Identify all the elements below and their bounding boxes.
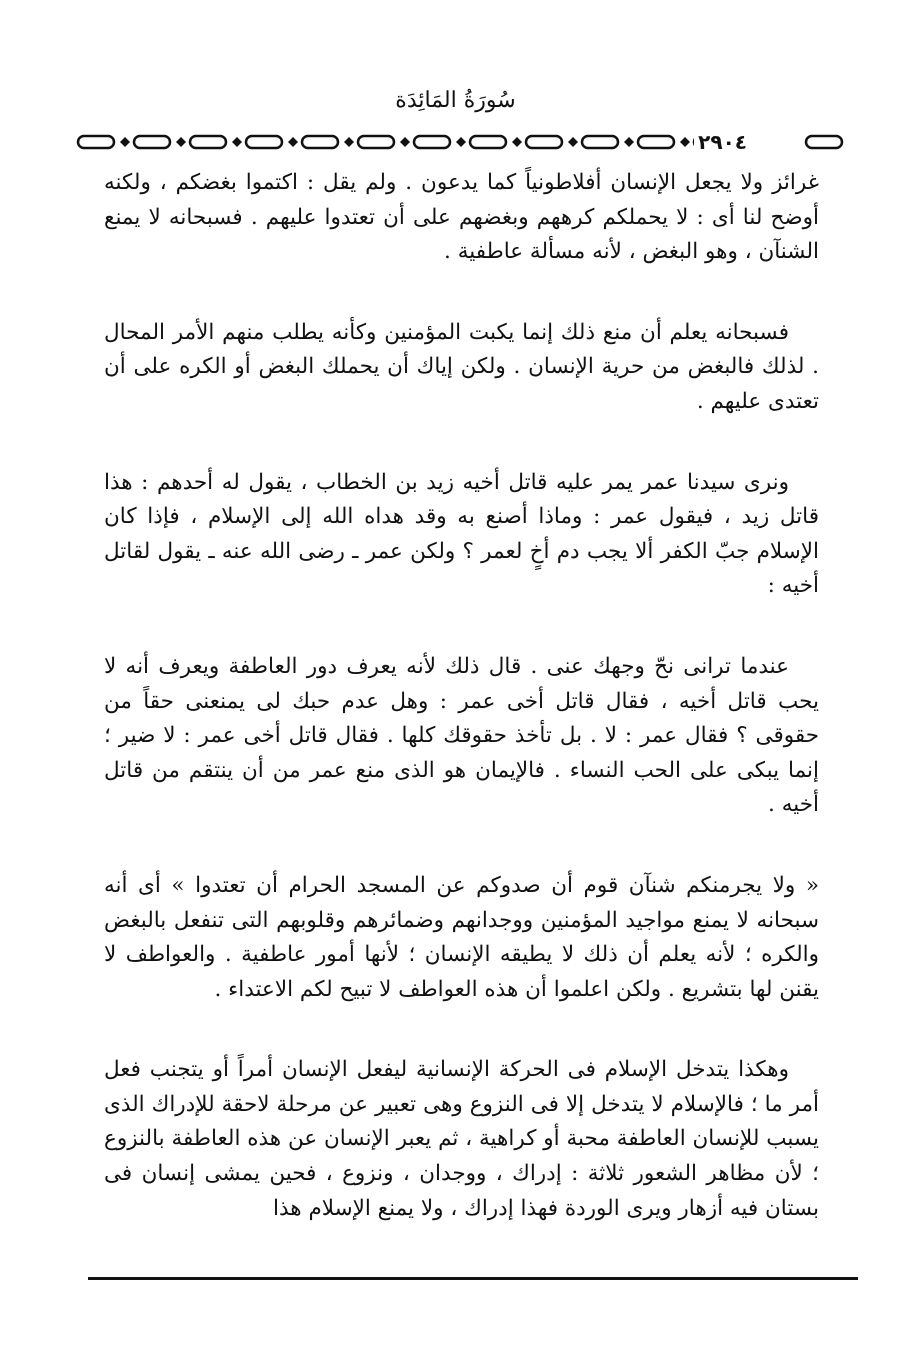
paragraph: وهكذا يتدخل الإسلام فى الحركة الإنسانية ليفعل الإنسان أمراً أو يتجنب فعل أمر ما ؛ فالإسلام لا يتدخل إلا فى النزوع وهى تعبير عن مرحلة لاحقة للإدراك الذى يسبب للإنسان العاطفة محبة أو كراهية ، ثم يعبر الإنسان عن هذه العاطفة بالنزوع ؛ لأن مظاهر الشعور ثلاثة : إدراك ، ووجدان ، ونزوع ، فحين يمشى إنسان فى بستان فيه أزهار ويرى الوردة فهذا إدراك ، ولا يمنع الإسلام هذا <box>103 1057 819 1221</box>
page-body <box>104 166 819 1272</box>
page-number: ٢٩٠٤ <box>694 130 751 154</box>
paragraph: غرائز ولا يجعل الإنسان أفلاطونياً كما يدعون . ولم يقل : اكتموا بغضكم ، ولكنه أوضح لنا أى : لا يحملكم كرههم وبغضهم على أن تعتدوا عليهم . فسبحانه لا يمنع الشنآن ، وهو البغض ، لأنه مسألة عاطفية . <box>104 170 819 265</box>
paragraph: ونرى سيدنا عمر يمر عليه قاتل أخيه زيد بن الخطاب ، يقول له أحدهم : هذا قاتل زيد ، فيقول عمر : وماذا أصنع به وقد هداه الله إلى الإسلام ، فإذا كان الإسلام جبّ الكفر ألا يجب دم أخٍ لعمر ؟ ولكن عمر ـ رضى الله عنه ـ يقول لقاتل أخيه : <box>104 469 819 599</box>
surah-title: سُورَةُ المَائِدَة <box>395 88 516 113</box>
paragraph: « ولا يجرمنكم شنآن قوم أن صدوكم عن المسجد الحرام أن تعتدوا » أى أنه سبحانه لا يمنع مواجيد المؤمنين ووجدانهم وضمائرهم وقلوبهم التى تنفعل بالبغض والكره ؛ لأنه يعلم أن ذلك لا يطيقه الإنسان ؛ لأنها أمور عاطفية . والعواطف لا يقنن لها بتشريع . ولكن اعلموا أن هذه العواطف لا تبيح لكم الاعتداء . <box>104 872 819 1002</box>
header-ornament-border <box>76 130 846 154</box>
paragraph: عندما ترانى نحّ وجهك عنى . قال ذلك لأنه يعرف دور العاطفة ويعرف أنه لا يحب قاتل أخيه ، فقال قاتل أخى عمر : وهل عدم حبك لى يمنعنى حقاً من حقوقى ؟ فقال عمر : لا . بل تأخذ حقوقك كلها . فقال قاتل أخى عمر : لا ضير ؛ إنما يبكى على الحب النساء . فالإيمان هو الذى منع عمر من أن ينتقم من قاتل أخيه . <box>104 653 819 818</box>
paragraph: فسبحانه يعلم أن منع ذلك إنما يكبت المؤمنين وكأنه يطلب منهم الأمر المحال . لذلك فالبغض من حرية الإنسان . ولكن إياك أن يحملك البغض أو الكره على أن تعتدى عليهم . <box>104 319 819 414</box>
footer-rule <box>88 1277 858 1280</box>
